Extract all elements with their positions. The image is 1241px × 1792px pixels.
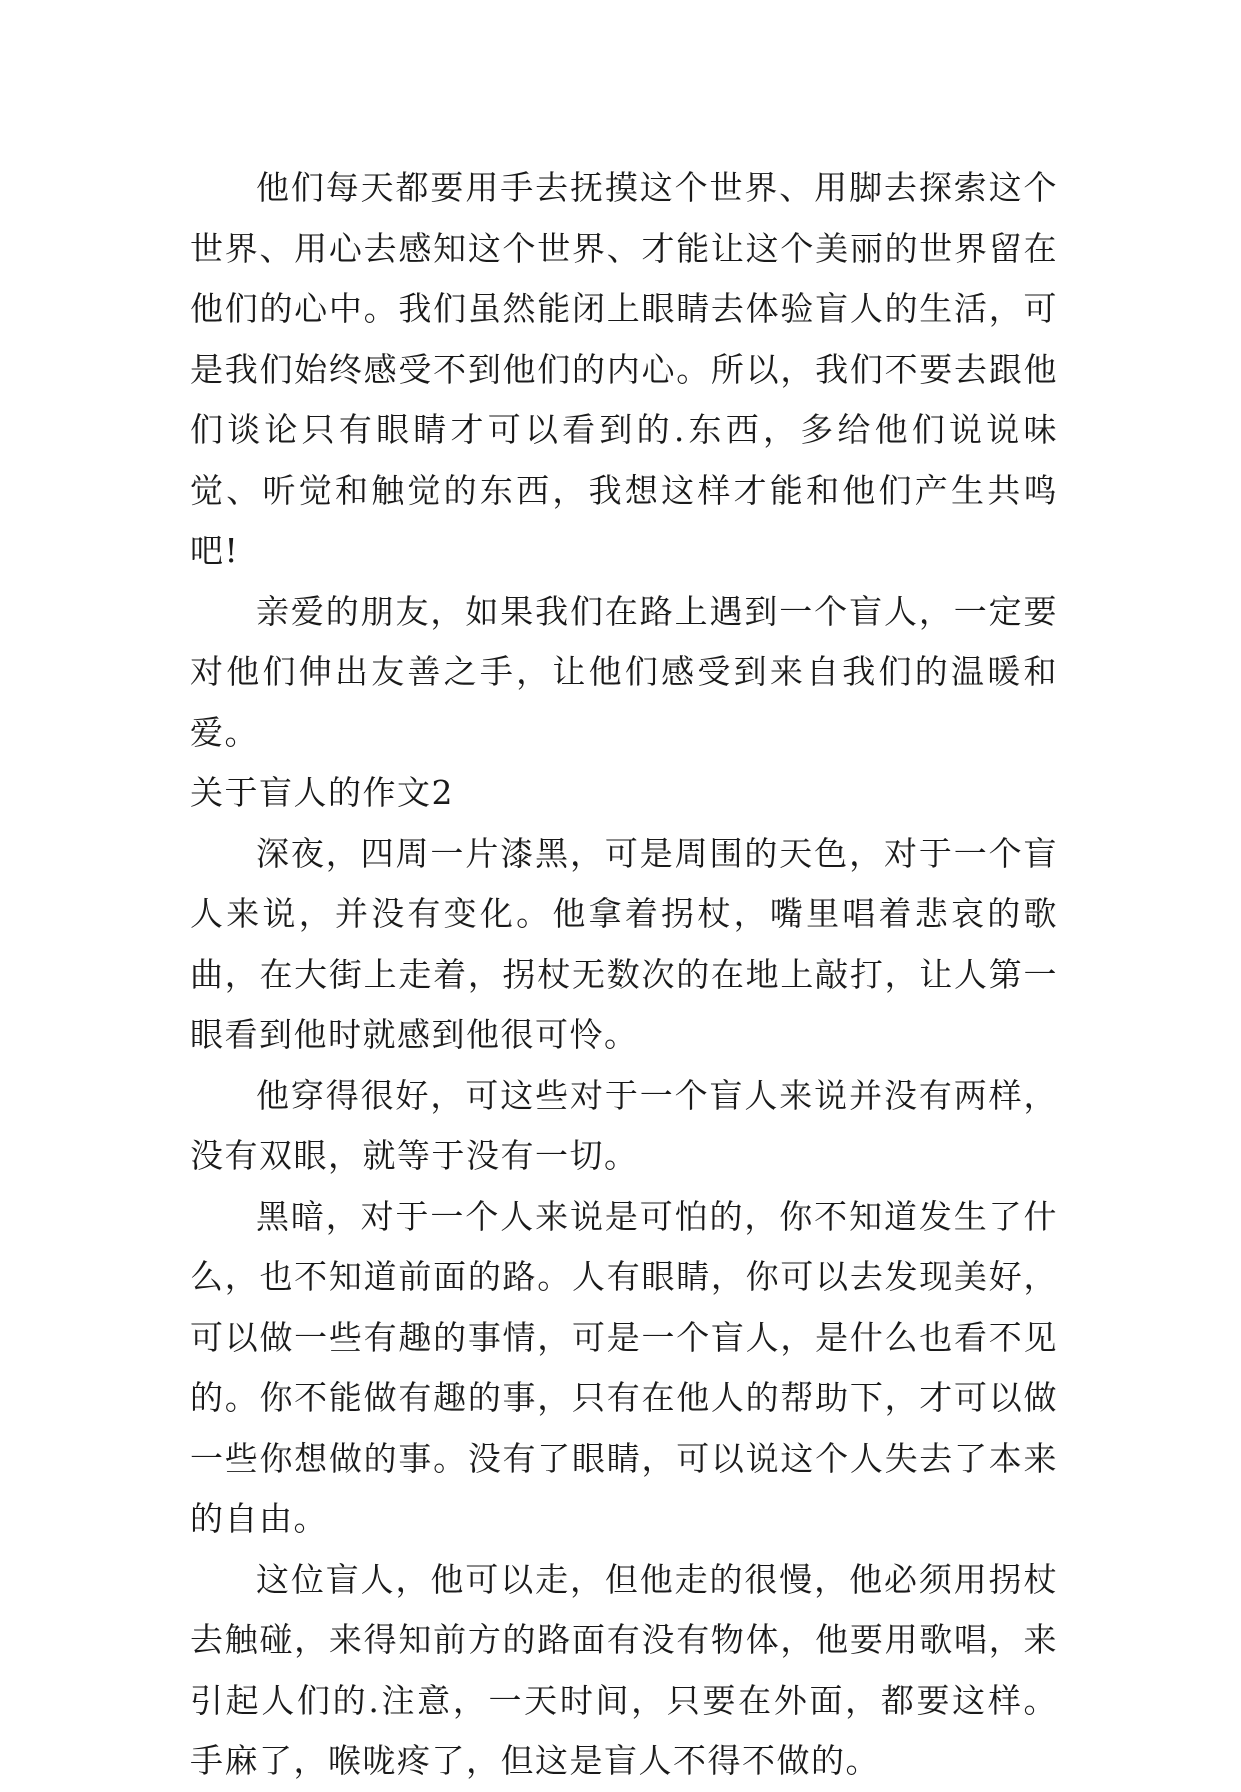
paragraph: 黑暗，对于一个人来说是可怕的，你不知道发生了什么，也不知道前面的路。人有眼睛，你可以去发现美好，可以做一些有趣的事情，可是一个盲人，是什么也看不见的。你不能做有趣的事，只有在他人的帮助下，才可以做一些你想做的事。没有了眼睛，可以说这个人失去了本来的自由。 xyxy=(190,1196,1058,1538)
paragraph: 这位盲人，他可以走，但他走的很慢，他必须用拐杖去触碰，来得知前方的路面有没有物体，他要用歌唱，来引起人们的.注意，一天时间，只要在外面，都要这样。手麻了，喉咙疼了，但这是盲人不得不做的。 xyxy=(190,1559,1058,1780)
section-heading: 关于盲人的作文2 xyxy=(190,773,454,812)
paragraph: 他们每天都要用手去抚摸这个世界、用脚去探索这个世界、用心去感知这个世界、才能让这个美丽的世界留在他们的心中。我们虽然能闭上眼睛去体验盲人的生活，可是我们始终感受不到他们的内心。所以，我们不要去跟他们谈论只有眼睛才可以看到的.东西，多给他们说说味觉、听觉和触觉的东西，我想这样才能和他们产生共鸣吧! xyxy=(190,168,1058,570)
paragraph: 他穿得很好，可这些对于一个盲人来说并没有两样，没有双眼，就等于没有一切。 xyxy=(190,1075,1058,1175)
paragraph: 深夜，四周一片漆黑，可是周围的天色，对于一个盲人来说，并没有变化。他拿着拐杖，嘴里唱着悲哀的歌曲，在大街上走着，拐杖无数次的在地上敲打，让人第一眼看到他时就感到他很可怜。 xyxy=(190,833,1058,1054)
paragraph: 亲爱的朋友，如果我们在路上遇到一个盲人，一定要对他们伸出友善之手，让他们感受到来自我们的温暖和爱。 xyxy=(190,591,1058,752)
document-page xyxy=(190,158,1058,1792)
